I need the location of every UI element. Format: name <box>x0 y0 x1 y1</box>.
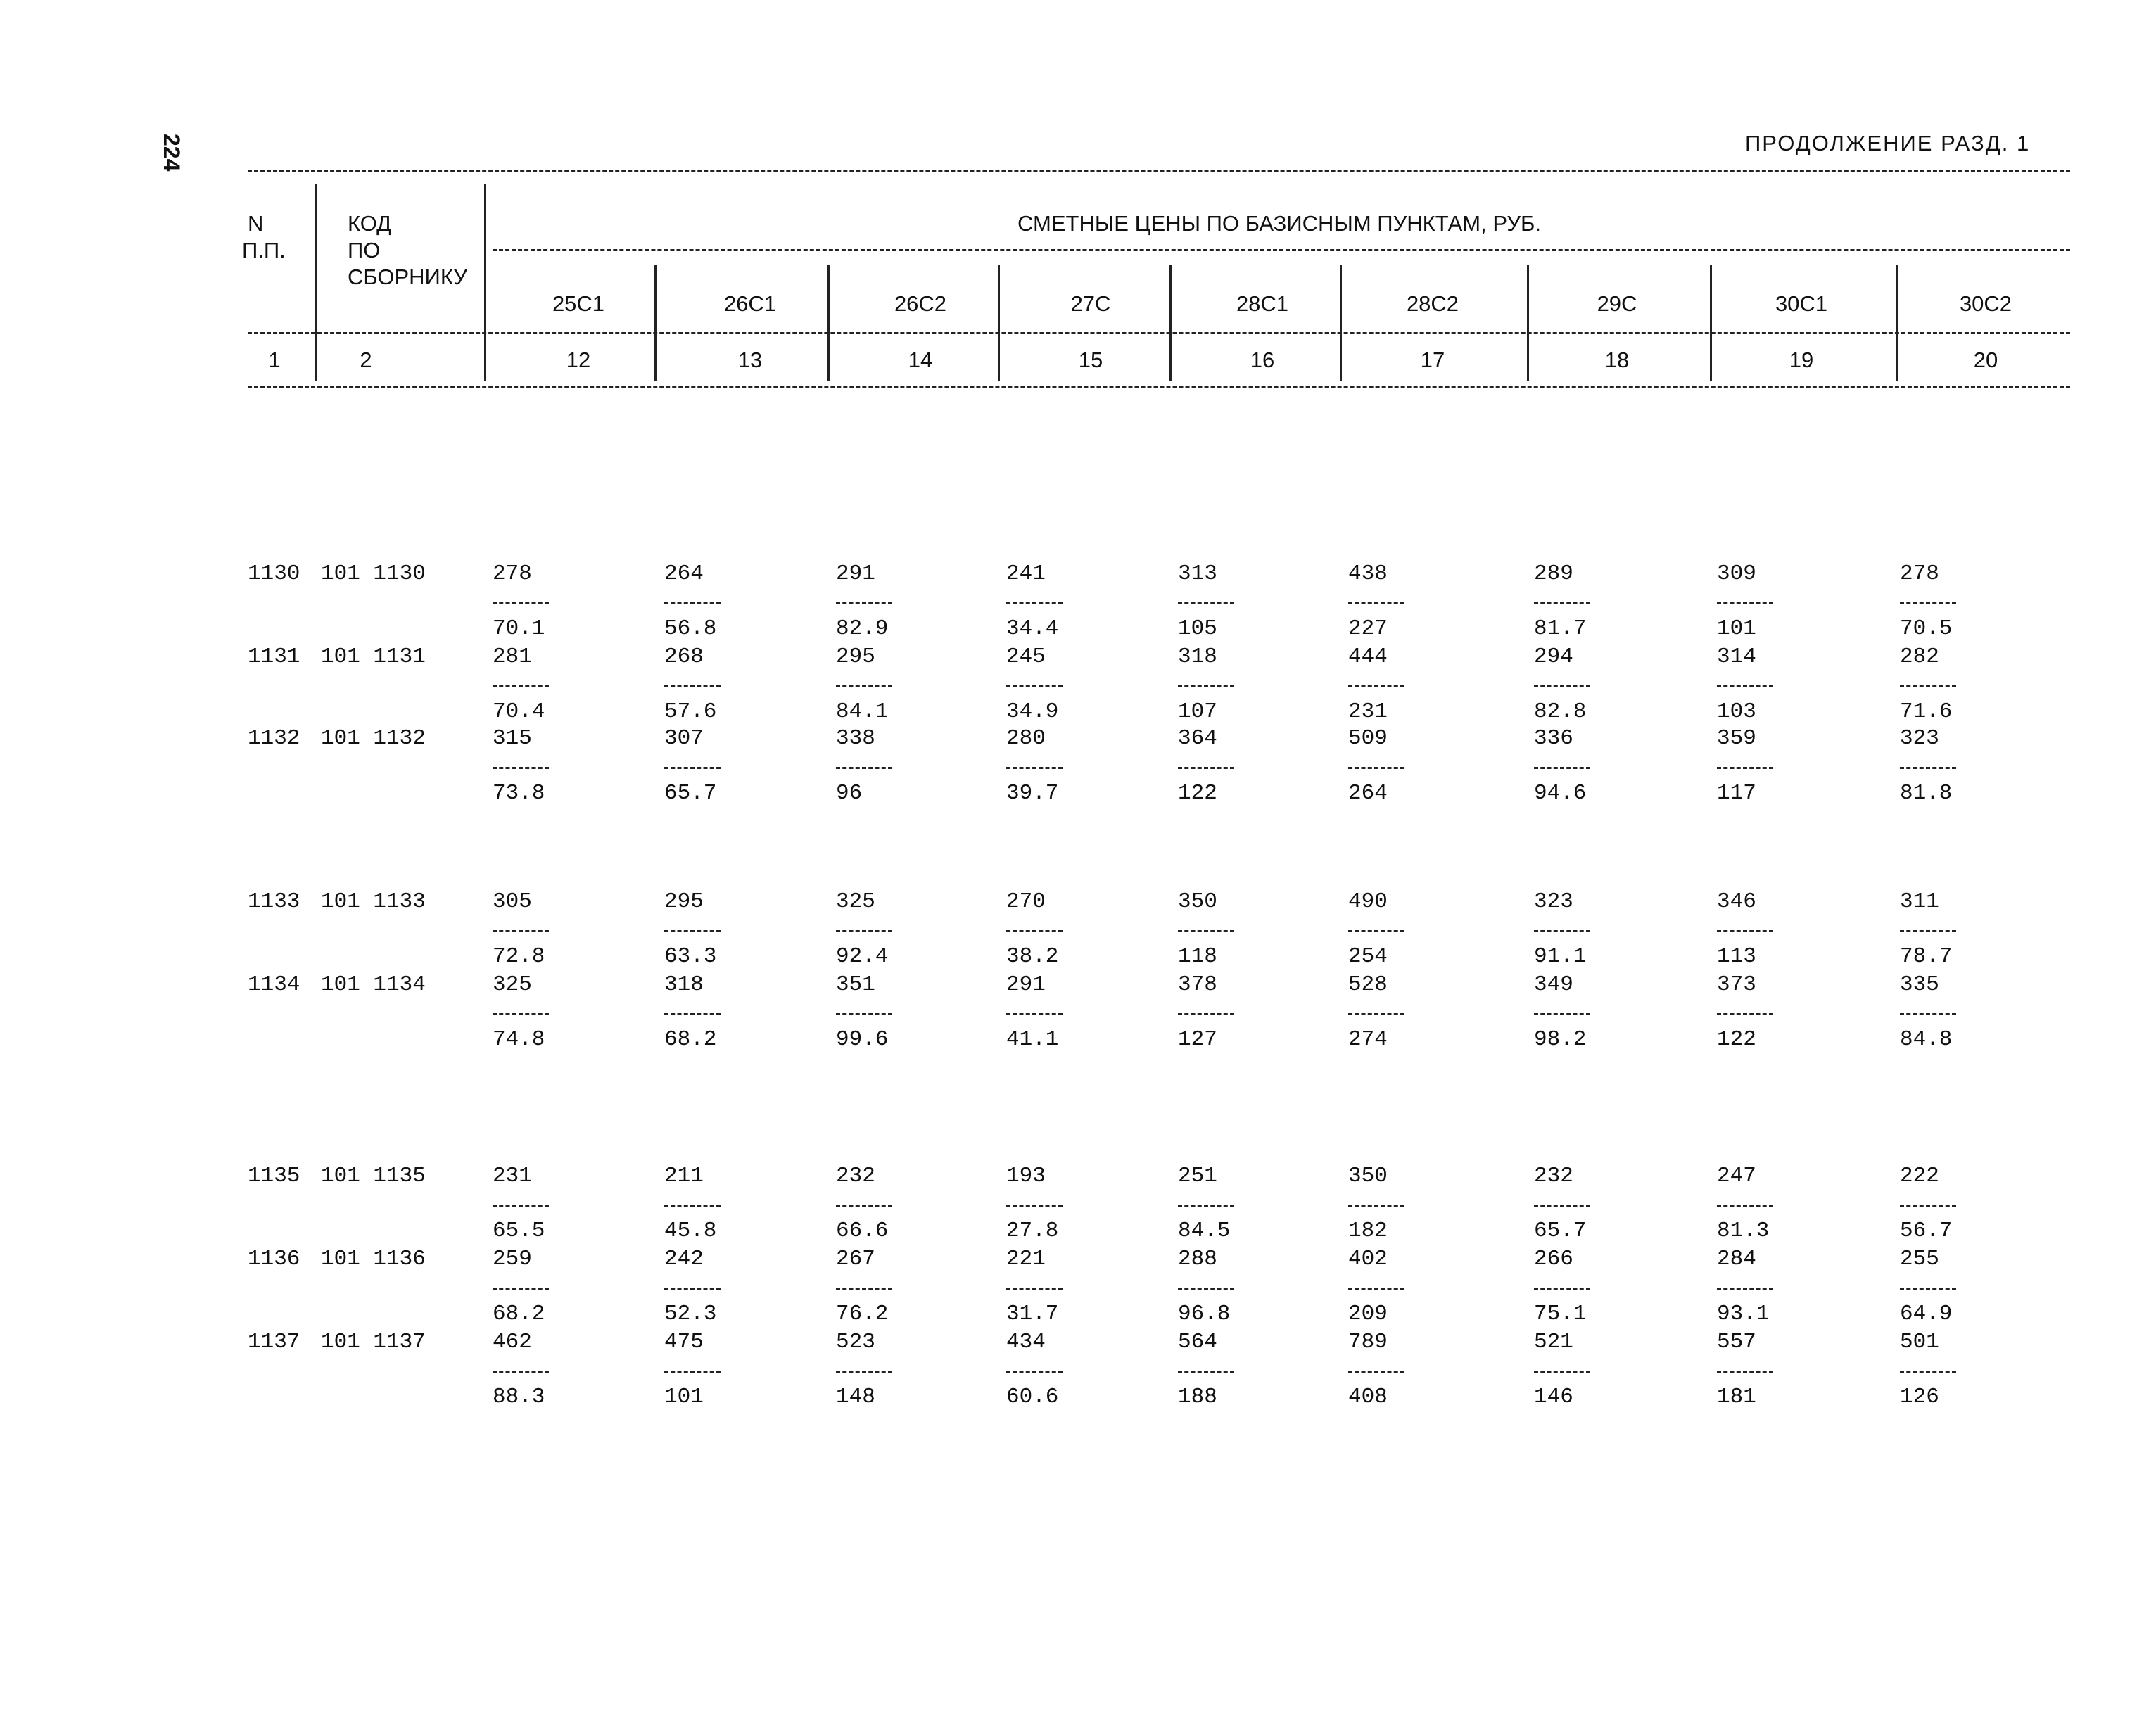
price-top: 278 <box>1900 561 1939 586</box>
price-top: 232 <box>1534 1164 1573 1188</box>
row-n: 1134 <box>248 972 300 997</box>
price-top: 373 <box>1717 972 1756 997</box>
price-bottom: 93.1 <box>1717 1302 1770 1326</box>
price-bottom: 64.9 <box>1900 1302 1953 1326</box>
price-bottom: 82.8 <box>1534 699 1587 724</box>
price-top: 490 <box>1348 889 1388 914</box>
fraction-bar <box>1900 1288 1956 1290</box>
fraction-bar <box>1348 1205 1404 1207</box>
price-bottom: 71.6 <box>1900 699 1953 724</box>
price-bottom: 96 <box>836 781 863 806</box>
row-n: 1130 <box>248 561 300 586</box>
fraction-bar <box>493 1013 549 1015</box>
price-bottom: 101 <box>1717 616 1756 641</box>
column-number: 17 <box>1420 348 1445 372</box>
price-bottom: 188 <box>1178 1385 1217 1409</box>
price-top: 438 <box>1348 561 1388 586</box>
price-bottom: 38.2 <box>1006 944 1059 969</box>
fraction-bar <box>1348 1371 1404 1373</box>
price-bottom: 209 <box>1348 1302 1388 1326</box>
price-top: 521 <box>1534 1330 1573 1354</box>
fraction-bar <box>836 1371 892 1373</box>
divider-point <box>654 265 657 381</box>
price-bottom: 70.5 <box>1900 616 1953 641</box>
row-code: 101 1132 <box>321 726 426 751</box>
col-code-label-3: СБОРНИКУ <box>348 265 467 289</box>
fraction-bar <box>664 1371 721 1373</box>
price-bottom: 91.1 <box>1534 944 1587 969</box>
price-bottom: 56.7 <box>1900 1219 1953 1243</box>
divider-point <box>827 265 830 381</box>
column-number: 2 <box>360 348 372 372</box>
fraction-bar <box>664 685 721 687</box>
price-top: 325 <box>836 889 875 914</box>
fraction-bar <box>836 685 892 687</box>
price-top: 222 <box>1900 1164 1939 1188</box>
price-bottom: 264 <box>1348 781 1388 806</box>
price-bottom: 88.3 <box>493 1385 545 1409</box>
price-top: 251 <box>1178 1164 1217 1188</box>
price-top: 318 <box>664 972 704 997</box>
price-bottom: 231 <box>1348 699 1388 724</box>
price-top: 231 <box>493 1164 532 1188</box>
price-top: 323 <box>1534 889 1573 914</box>
fraction-bar <box>1717 767 1773 769</box>
fraction-bar <box>1006 685 1063 687</box>
price-top: 193 <box>1006 1164 1046 1188</box>
fraction-bar <box>493 767 549 769</box>
fraction-bar <box>1900 1371 1956 1373</box>
price-top: 295 <box>836 644 875 669</box>
continuation-title: ПРОДОЛЖЕНИЕ РАЗД. 1 <box>1745 131 2031 155</box>
fraction-bar <box>1178 767 1234 769</box>
fraction-bar <box>493 1371 549 1373</box>
price-bottom: 107 <box>1178 699 1217 724</box>
fraction-bar <box>1534 685 1590 687</box>
price-top: 232 <box>836 1164 875 1188</box>
price-top: 509 <box>1348 726 1388 751</box>
fraction-bar <box>1534 767 1590 769</box>
price-bottom: 78.7 <box>1900 944 1953 969</box>
divider-n <box>315 184 317 381</box>
price-top: 523 <box>836 1330 875 1354</box>
price-top: 325 <box>493 972 532 997</box>
fraction-bar <box>1900 1205 1956 1207</box>
fraction-bar <box>1348 767 1404 769</box>
price-bottom: 227 <box>1348 616 1388 641</box>
price-bottom: 81.8 <box>1900 781 1953 806</box>
price-bottom: 70.1 <box>493 616 545 641</box>
divider-code <box>484 184 486 381</box>
price-bottom: 127 <box>1178 1027 1217 1052</box>
point-label: 30С1 <box>1775 291 1828 316</box>
price-bottom: 72.8 <box>493 944 545 969</box>
price-top: 335 <box>1900 972 1939 997</box>
price-top: 266 <box>1534 1247 1573 1271</box>
price-top: 462 <box>493 1330 532 1354</box>
price-top: 255 <box>1900 1247 1939 1271</box>
price-bottom: 66.6 <box>836 1219 889 1243</box>
price-bottom: 254 <box>1348 944 1388 969</box>
col-code-label-2: ПО <box>348 238 381 262</box>
fraction-bar <box>1006 930 1063 932</box>
fraction-bar <box>1006 602 1063 604</box>
price-bottom: 76.2 <box>836 1302 889 1326</box>
price-top: 350 <box>1348 1164 1388 1188</box>
divider-point <box>1169 265 1172 381</box>
row-code: 101 1130 <box>321 561 426 586</box>
fraction-bar <box>493 602 549 604</box>
price-top: 288 <box>1178 1247 1217 1271</box>
price-bottom: 117 <box>1717 781 1756 806</box>
price-top: 264 <box>664 561 704 586</box>
price-top: 323 <box>1900 726 1939 751</box>
price-top: 291 <box>1006 972 1046 997</box>
fraction-bar <box>1006 1013 1063 1015</box>
price-bottom: 27.8 <box>1006 1219 1059 1243</box>
price-top: 267 <box>836 1247 875 1271</box>
fraction-bar <box>664 930 721 932</box>
row-n: 1137 <box>248 1330 300 1354</box>
fraction-bar <box>836 930 892 932</box>
col-n-label-2: П.П. <box>242 238 286 262</box>
row-code: 101 1136 <box>321 1247 426 1271</box>
divider-point <box>1340 265 1342 381</box>
fraction-bar <box>1348 602 1404 604</box>
point-label: 26С2 <box>894 291 947 316</box>
fraction-bar <box>1178 685 1234 687</box>
price-top: 402 <box>1348 1247 1388 1271</box>
price-bottom: 118 <box>1178 944 1217 969</box>
price-top: 336 <box>1534 726 1573 751</box>
column-number: 1 <box>268 348 281 372</box>
price-top: 307 <box>664 726 704 751</box>
price-top: 241 <box>1006 561 1046 586</box>
price-bottom: 101 <box>664 1385 704 1409</box>
row-code: 101 1133 <box>321 889 426 914</box>
price-top: 305 <box>493 889 532 914</box>
fraction-bar <box>1178 1371 1234 1373</box>
price-top: 280 <box>1006 726 1046 751</box>
fraction-bar <box>1534 1288 1590 1290</box>
fraction-bar <box>836 767 892 769</box>
price-bottom: 84.1 <box>836 699 889 724</box>
page-number: 224 <box>159 134 184 172</box>
fraction-bar <box>493 1288 549 1290</box>
fraction-bar <box>1534 602 1590 604</box>
fraction-bar <box>1534 1205 1590 1207</box>
point-label: 28С1 <box>1236 291 1289 316</box>
col-code-label: КОД <box>348 211 392 236</box>
divider-point <box>1896 265 1898 381</box>
fraction-bar <box>1717 1205 1773 1207</box>
price-bottom: 73.8 <box>493 781 545 806</box>
column-number: 14 <box>908 348 933 372</box>
fraction-bar <box>1348 685 1404 687</box>
price-top: 557 <box>1717 1330 1756 1354</box>
price-bottom: 274 <box>1348 1027 1388 1052</box>
col-n-label: N <box>248 211 264 236</box>
price-bottom: 70.4 <box>493 699 545 724</box>
price-top: 247 <box>1717 1164 1756 1188</box>
header-bottom-rule <box>248 386 2070 388</box>
column-number: 15 <box>1078 348 1103 372</box>
price-top: 291 <box>836 561 875 586</box>
row-n: 1132 <box>248 726 300 751</box>
price-top: 346 <box>1717 889 1756 914</box>
fraction-bar <box>1178 1013 1234 1015</box>
price-top: 294 <box>1534 644 1573 669</box>
price-bottom: 148 <box>836 1385 875 1409</box>
price-top: 314 <box>1717 644 1756 669</box>
price-bottom: 81.7 <box>1534 616 1587 641</box>
price-bottom: 34.9 <box>1006 699 1059 724</box>
group-title: СМЕТНЫЕ ЦЕНЫ ПО БАЗИСНЫМ ПУНКТАМ, РУБ. <box>1017 211 1541 236</box>
row-code: 101 1135 <box>321 1164 426 1188</box>
price-bottom: 92.4 <box>836 944 889 969</box>
fraction-bar <box>1348 930 1404 932</box>
fraction-bar <box>1717 930 1773 932</box>
fraction-bar <box>1534 1371 1590 1373</box>
price-bottom: 84.8 <box>1900 1027 1953 1052</box>
price-bottom: 99.6 <box>836 1027 889 1052</box>
price-top: 444 <box>1348 644 1388 669</box>
price-top: 359 <box>1717 726 1756 751</box>
fraction-bar <box>1900 767 1956 769</box>
price-top: 211 <box>664 1164 704 1188</box>
fraction-bar <box>1348 1013 1404 1015</box>
fraction-bar <box>493 685 549 687</box>
price-bottom: 39.7 <box>1006 781 1059 806</box>
price-top: 278 <box>493 561 532 586</box>
price-bottom: 105 <box>1178 616 1217 641</box>
price-top: 528 <box>1348 972 1388 997</box>
header-mid-rule <box>248 332 2070 334</box>
price-top: 789 <box>1348 1330 1388 1354</box>
price-top: 309 <box>1717 561 1756 586</box>
point-label: 28С2 <box>1406 291 1459 316</box>
price-bottom: 408 <box>1348 1385 1388 1409</box>
fraction-bar <box>1534 1013 1590 1015</box>
fraction-bar <box>664 1013 721 1015</box>
column-number: 13 <box>737 348 763 372</box>
price-top: 295 <box>664 889 704 914</box>
fraction-bar <box>1717 1013 1773 1015</box>
price-top: 378 <box>1178 972 1217 997</box>
price-top: 289 <box>1534 561 1573 586</box>
price-bottom: 181 <box>1717 1385 1756 1409</box>
fraction-bar <box>664 767 721 769</box>
price-bottom: 75.1 <box>1534 1302 1587 1326</box>
price-top: 350 <box>1178 889 1217 914</box>
fraction-bar <box>1717 1371 1773 1373</box>
price-bottom: 65.5 <box>493 1219 545 1243</box>
price-top: 338 <box>836 726 875 751</box>
price-top: 434 <box>1006 1330 1046 1354</box>
price-bottom: 68.2 <box>664 1027 717 1052</box>
price-bottom: 126 <box>1900 1385 1939 1409</box>
point-label: 27С <box>1070 291 1111 316</box>
column-number: 19 <box>1789 348 1814 372</box>
point-label: 25С1 <box>552 291 605 316</box>
price-top: 315 <box>493 726 532 751</box>
header-top-rule <box>248 170 2070 172</box>
fraction-bar <box>493 1205 549 1207</box>
price-top: 564 <box>1178 1330 1217 1354</box>
fraction-bar <box>1717 1288 1773 1290</box>
fraction-bar <box>1348 1288 1404 1290</box>
price-bottom: 52.3 <box>664 1302 717 1326</box>
row-n: 1131 <box>248 644 300 669</box>
price-bottom: 65.7 <box>1534 1219 1587 1243</box>
price-top: 259 <box>493 1247 532 1271</box>
price-bottom: 41.1 <box>1006 1027 1059 1052</box>
price-top: 245 <box>1006 644 1046 669</box>
fraction-bar <box>1178 602 1234 604</box>
price-bottom: 81.3 <box>1717 1219 1770 1243</box>
column-number: 16 <box>1250 348 1275 372</box>
price-bottom: 34.4 <box>1006 616 1059 641</box>
price-top: 351 <box>836 972 875 997</box>
point-label: 29С <box>1597 291 1637 316</box>
price-top: 282 <box>1900 644 1939 669</box>
fraction-bar <box>1178 930 1234 932</box>
price-bottom: 57.6 <box>664 699 717 724</box>
row-code: 101 1134 <box>321 972 426 997</box>
fraction-bar <box>1717 602 1773 604</box>
price-top: 349 <box>1534 972 1573 997</box>
price-bottom: 82.9 <box>836 616 889 641</box>
price-bottom: 74.8 <box>493 1027 545 1052</box>
fraction-bar <box>493 930 549 932</box>
price-bottom: 45.8 <box>664 1219 717 1243</box>
price-top: 242 <box>664 1247 704 1271</box>
fraction-bar <box>1178 1288 1234 1290</box>
fraction-bar <box>664 602 721 604</box>
price-bottom: 68.2 <box>493 1302 545 1326</box>
fraction-bar <box>664 1288 721 1290</box>
price-top: 268 <box>664 644 704 669</box>
fraction-bar <box>836 1205 892 1207</box>
fraction-bar <box>836 1013 892 1015</box>
fraction-bar <box>1178 1205 1234 1207</box>
column-number: 20 <box>1973 348 1998 372</box>
price-top: 221 <box>1006 1247 1046 1271</box>
price-top: 501 <box>1900 1330 1939 1354</box>
divider-point <box>998 265 1000 381</box>
price-top: 270 <box>1006 889 1046 914</box>
fraction-bar <box>1900 1013 1956 1015</box>
fraction-bar <box>1006 1371 1063 1373</box>
fraction-bar <box>1534 930 1590 932</box>
divider-point <box>1710 265 1712 381</box>
price-bottom: 98.2 <box>1534 1027 1587 1052</box>
price-bottom: 146 <box>1534 1385 1573 1409</box>
price-bottom: 65.7 <box>664 781 717 806</box>
header-group-rule <box>493 249 2070 251</box>
divider-point <box>1527 265 1529 381</box>
row-code: 101 1137 <box>321 1330 426 1354</box>
row-n: 1133 <box>248 889 300 914</box>
price-bottom: 182 <box>1348 1219 1388 1243</box>
fraction-bar <box>836 602 892 604</box>
price-bottom: 122 <box>1178 781 1217 806</box>
price-top: 318 <box>1178 644 1217 669</box>
fraction-bar <box>1900 930 1956 932</box>
price-bottom: 96.8 <box>1178 1302 1231 1326</box>
price-top: 281 <box>493 644 532 669</box>
row-n: 1135 <box>248 1164 300 1188</box>
fraction-bar <box>1900 685 1956 687</box>
fraction-bar <box>1900 602 1956 604</box>
price-bottom: 84.5 <box>1178 1219 1231 1243</box>
price-bottom: 113 <box>1717 944 1756 969</box>
column-number: 12 <box>566 348 591 372</box>
column-number: 18 <box>1604 348 1630 372</box>
fraction-bar <box>664 1205 721 1207</box>
price-bottom: 103 <box>1717 699 1756 724</box>
price-bottom: 122 <box>1717 1027 1756 1052</box>
fraction-bar <box>1006 1205 1063 1207</box>
price-bottom: 63.3 <box>664 944 717 969</box>
row-code: 101 1131 <box>321 644 426 669</box>
price-top: 284 <box>1717 1247 1756 1271</box>
price-bottom: 56.8 <box>664 616 717 641</box>
fraction-bar <box>1717 685 1773 687</box>
price-top: 313 <box>1178 561 1217 586</box>
fraction-bar <box>836 1288 892 1290</box>
fraction-bar <box>1006 767 1063 769</box>
price-bottom: 31.7 <box>1006 1302 1059 1326</box>
fraction-bar <box>1006 1288 1063 1290</box>
price-top: 311 <box>1900 889 1939 914</box>
price-bottom: 94.6 <box>1534 781 1587 806</box>
price-top: 364 <box>1178 726 1217 751</box>
price-top: 475 <box>664 1330 704 1354</box>
row-n: 1136 <box>248 1247 300 1271</box>
point-label: 26С1 <box>723 291 777 316</box>
price-bottom: 60.6 <box>1006 1385 1059 1409</box>
point-label: 30С2 <box>1959 291 2012 316</box>
